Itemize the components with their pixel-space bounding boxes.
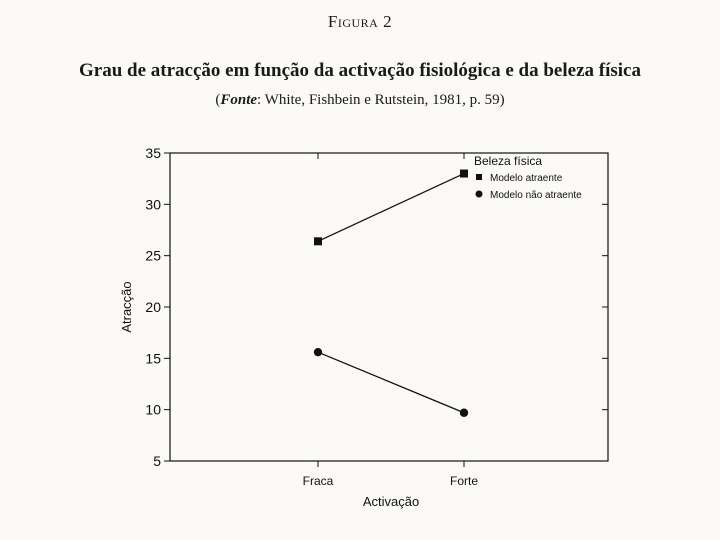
legend [474, 154, 582, 201]
y-tick-label: 10 [145, 401, 161, 418]
source-open-paren: ( [215, 92, 221, 108]
marker-unattractive [314, 348, 322, 356]
y-tick-label: 15 [145, 350, 161, 367]
legend-marker-unattractive [476, 191, 483, 198]
source-label: Fonte [220, 92, 258, 108]
x-axis-label: Activação [362, 494, 420, 509]
series-line-attractive [318, 174, 464, 242]
x-axis [303, 153, 479, 488]
series-lines [318, 174, 464, 413]
y-axis-label: Atracção [119, 281, 134, 333]
y-tick-label: 25 [145, 247, 161, 264]
legend-title: Beleza física [474, 154, 543, 168]
legend-label-unattractive: Modelo não atraente [490, 190, 582, 201]
legend-marker-attractive [476, 174, 482, 180]
y-tick-label: 20 [145, 299, 161, 315]
x-tick-label: Forte [449, 474, 479, 488]
marker-attractive [314, 237, 322, 245]
source-text: : White, Fishbein e Rutstein, 1981, p. 59) [257, 92, 505, 108]
y-tick-label: 30 [145, 196, 161, 213]
marker-unattractive [460, 409, 468, 417]
marker-attractive [460, 170, 468, 178]
figure-label-text: Figura 2 [327, 12, 393, 31]
series-line-unattractive [318, 352, 464, 413]
series-markers [314, 170, 468, 417]
y-tick-label: 5 [153, 453, 161, 469]
y-tick-label: 35 [145, 145, 161, 161]
chart-title: Grau de atracção em função da activação fisiológica e da beleza física [79, 60, 641, 81]
legend-label-attractive: Modelo atraente [490, 173, 563, 184]
x-tick-label: Fraca [302, 474, 334, 488]
